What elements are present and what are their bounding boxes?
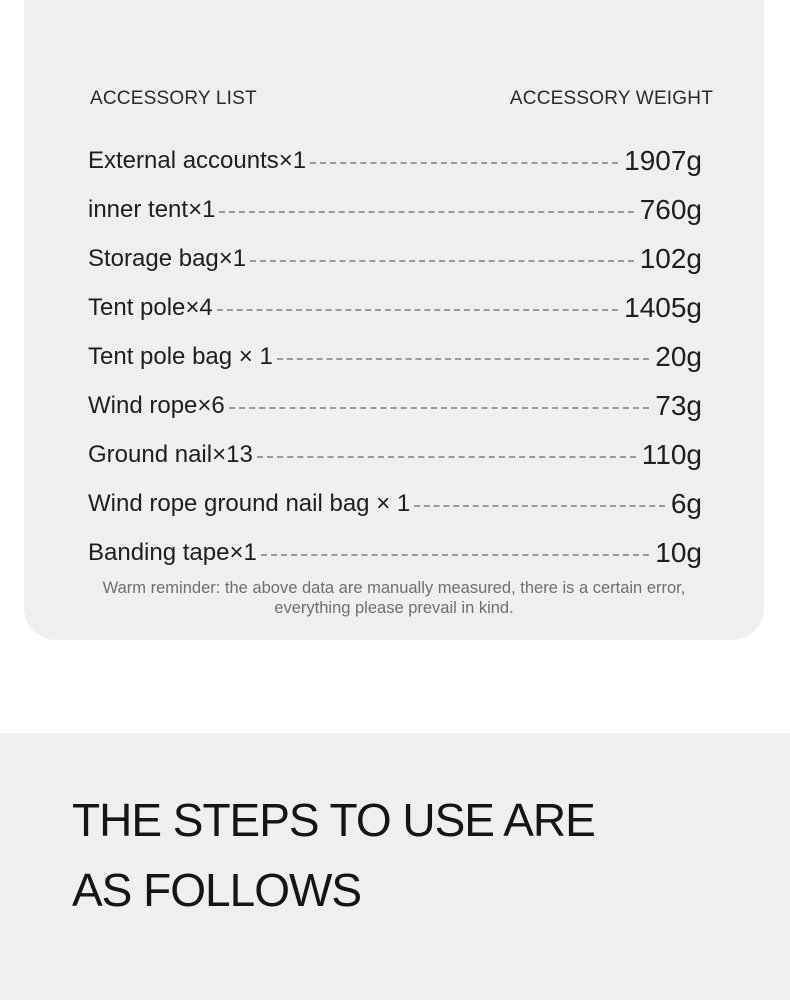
- accessory-row: [88, 332, 702, 381]
- accessory-row: [88, 430, 702, 479]
- accessory-row: [88, 136, 702, 185]
- accessory-weight: 6g: [670, 487, 702, 519]
- accessory-weight: 10g: [655, 536, 702, 568]
- accessory-name: Banding tape×1: [88, 538, 257, 566]
- accessory-row: [88, 185, 702, 234]
- reminder-line: everything please prevail in kind.: [274, 599, 514, 617]
- steps-heading-line: THE STEPS TO USE ARE: [72, 794, 595, 846]
- accessory-list-header: ACCESSORY LIST: [90, 88, 257, 109]
- accessory-row: [88, 528, 702, 577]
- reminder-line: Warm reminder: the above data are manually measured, there is a certain error,: [102, 579, 686, 597]
- accessory-weight-header: ACCESSORY WEIGHT: [509, 88, 713, 109]
- accessory-row: [88, 479, 702, 528]
- dashed-leader: [217, 309, 618, 311]
- steps-heading-line: AS FOLLOWS: [72, 864, 362, 916]
- accessory-weight: 1405g: [624, 291, 702, 323]
- accessory-weight: 110g: [641, 438, 702, 470]
- steps-heading: [72, 785, 595, 925]
- dashed-leader: [277, 358, 649, 360]
- dashed-leader: [219, 211, 633, 213]
- accessory-name: Wind rope×6: [88, 391, 225, 419]
- accessory-name: Tent pole bag × 1: [88, 342, 273, 370]
- dashed-leader: [250, 260, 634, 262]
- accessory-row: [88, 283, 702, 332]
- accessory-weight: 1907g: [624, 144, 702, 176]
- accessory-weight: 20g: [655, 340, 702, 372]
- warm-reminder: [24, 578, 764, 618]
- accessory-name: Storage bag×1: [88, 244, 247, 272]
- dashed-leader: [414, 505, 665, 507]
- dashed-leader: [257, 456, 636, 458]
- accessory-weight: 73g: [655, 389, 702, 421]
- dashed-leader: [310, 162, 618, 164]
- steps-section: [0, 733, 790, 1000]
- accessory-weight: 760g: [639, 193, 702, 225]
- accessory-list: [88, 136, 702, 577]
- accessory-name: Ground nail×13: [88, 440, 253, 468]
- accessory-name: Tent pole×4: [88, 293, 213, 321]
- accessory-name: inner tent×1: [88, 195, 216, 223]
- accessory-name: External accounts×1: [88, 146, 307, 174]
- accessory-name: Wind rope ground nail bag × 1: [88, 489, 411, 517]
- accessory-weight: 102g: [639, 242, 702, 274]
- dashed-leader: [261, 554, 649, 556]
- accessory-row: [88, 234, 702, 283]
- accessory-card: [24, 0, 764, 640]
- accessory-row: [88, 381, 702, 430]
- dashed-leader: [229, 407, 650, 409]
